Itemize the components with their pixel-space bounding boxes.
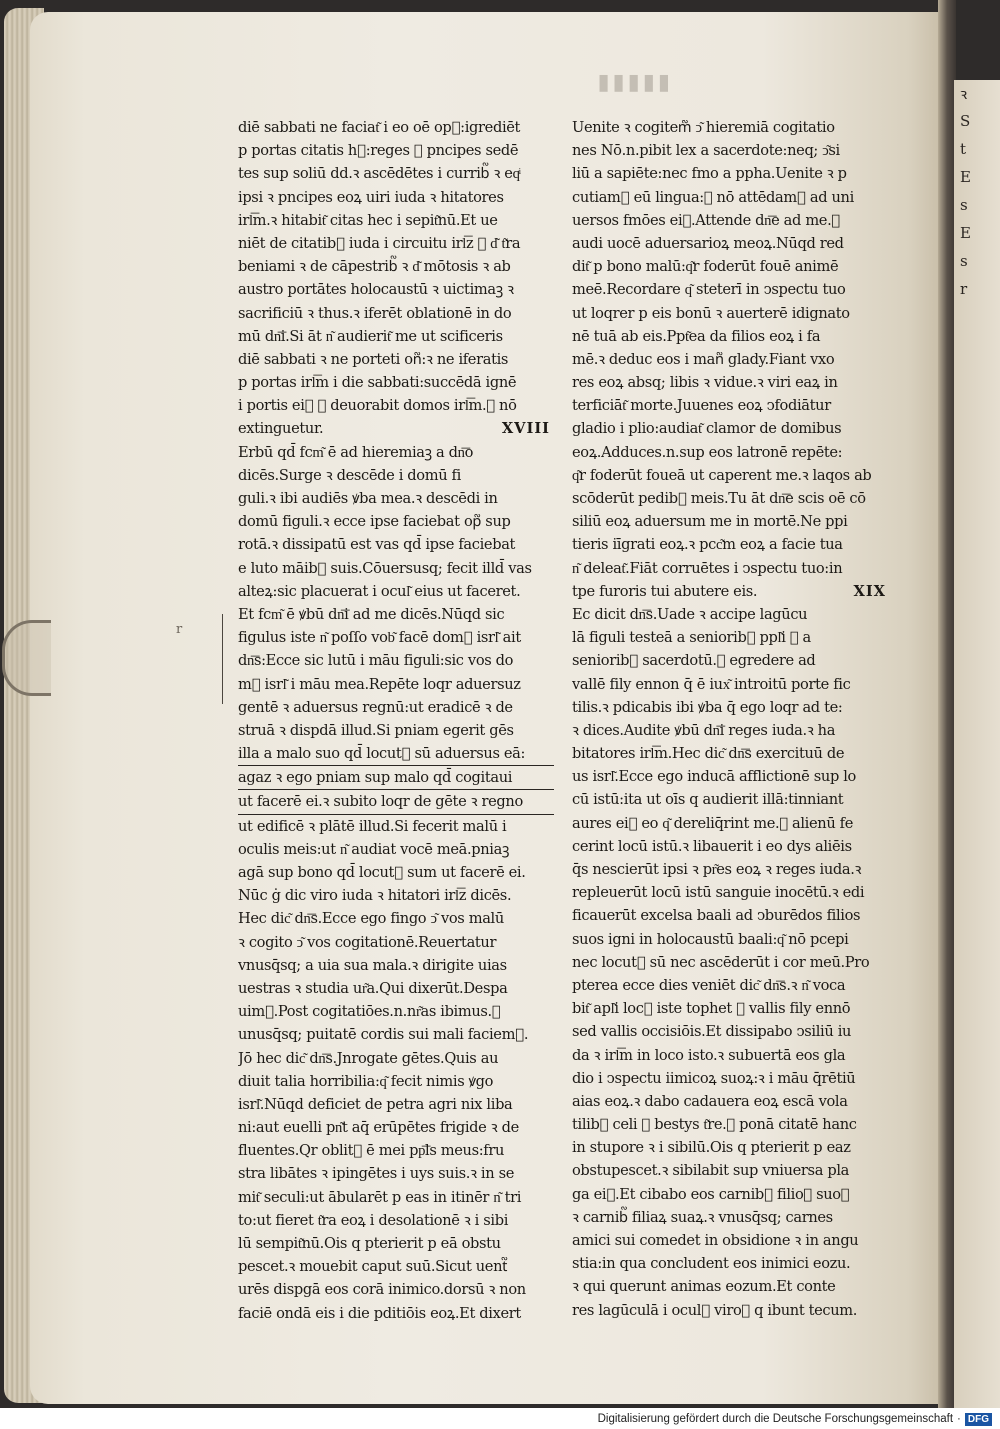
text-line: amici sui comedet in obsidione ꝛ in angu [572,1232,859,1249]
text-line: mē.ꝛ deduc eos i man᷑ glady.Fiant vxo [572,350,835,368]
text-line: tieris iīgrati eoꝝ.ꝛ pcc͂m eoꝝ a facie tua [572,536,843,554]
text-line: vnusq̄sq; a uia sua mala.ꝛ dirigite uias [238,956,507,974]
chapter-numeral: XIX [853,582,886,600]
text-line: ꝛ carnib᷑ filiaꝝ suaꝝ.ꝛ vnusq̄sq; carnes [572,1208,833,1226]
text-line: gentē ꝛ aduersus regnū:ut eradicē ꝛ de [238,698,513,716]
text-line: irl͞m.ꝛ hitabit͂ citas hec i sepit͂nū.Et ue [238,211,498,229]
text-line: ipsi ꝛ pncipes eoꝝ uiri iuda ꝛ hitatores [238,188,504,206]
text-line: Uenite ꝛ cogitem᷑ ↄ͂ hieremiā cogitatio [572,119,835,136]
text-line: e luto māib᷑ suis.Cōuersusq; fecit illd̄ vas [238,559,532,577]
text-line: cutiam᷑ eū lingua:ꝛ nō attēdam᷑ ad uni [572,188,854,206]
text-line: sacrificiū ꝛ thus.ꝛ iferēt oblationē in do [238,304,512,322]
text-line: ut facerē ei.ꝛ subito loqr de gēte ꝛ regno [238,790,554,814]
text-line: liū a sapiēte:nec fmo a ppha.Uenite ꝛ p [572,165,847,183]
text-line: Jō hec dic͂ dn͞s.Jnrogate gētes.Quis au [238,1049,499,1067]
text-line: cerint locū istū.ꝛ libauerit i eo dys aliēis [572,837,852,855]
text-line: i portis ei᷑ ꝛ deuorabit domos irl͞m.ꝛ nō [238,397,517,415]
text-line: lū sempit͂nū.Ois q pterierit p eā obstu [238,1235,501,1252]
text-line: uersos fmōes ei᷑.Attende dn͞e ad me.ꝛ [572,211,840,229]
text-line: seniorib᷑ sacerdotū.ꝛ egredere ad [572,652,816,670]
text-line: fluentes.Qr oblit᷑ ē mei pp͞ls meus:fru [238,1142,505,1160]
text-line: dit͂ p bono malū:q͂r foderūt fouē animē [572,258,839,276]
text-line: q͂r foderūt foueā ut caperent me.ꝛ laqos ab [572,466,872,484]
facing-page-edge: ꝛ S t E s E s r [954,80,1000,1408]
text-line: pescet.ꝛ mouebit caput suū.Sicut uent᷑ [238,1258,508,1276]
text-line: bit͂ apl͂i loc᷑ iste tophet ꝛ vallis fily ennō [572,1000,851,1018]
text-line: uestras ꝛ studia ur͂a.Qui dixerūt.Despa [238,979,508,997]
text-line: in stupore ꝛ i sibilū.Ois q pterierit p eaz [572,1139,851,1157]
text-line: aias eoꝝ.ꝛ dabo cadauera eoꝝ escā vola [572,1092,848,1110]
text-line: urēs dispgā eos corā inimico.dorsū ꝛ non [238,1281,526,1299]
text-line: us isrl͂.Ecce ego inducā afflictionē sup lo [572,768,856,786]
dfg-logo: DFG [965,1413,992,1426]
text-line: illa a malo suo qd̄ locut᷑ sū aduersus eā: [238,742,554,766]
text-line: ꝛ dices.Audite ꝟbū dn͞i reges iuda.ꝛ ha [572,721,836,739]
text-line: lā figuli testeā a seniorib᷑ ppl͂i ꝛ a [572,629,811,647]
text-line: res eoꝝ absq; libis ꝛ vidue.ꝛ viri eaꝝ in [572,374,838,392]
text-line: sed vallis occisiōis.Et dissipabo ↄsiliū iu [572,1023,852,1041]
text-line: ut edificē ꝛ plātē illud.Si fecerit malū i [238,817,507,835]
chapter-numeral: XVIII [501,420,550,438]
text-line: mū dn͞i.Si āt n͂ audierit͂ me ut scificeris [238,327,503,345]
text-line: mit͂ seculi:ut ābularēt p eas in itinēr n͂ tri [238,1188,522,1206]
text-line: audi uocē aduersarioꝝ meoꝝ.Nūqd red [572,234,844,252]
text-line: gladio i plio:audiat͂ clamor de domibus [572,420,842,438]
text-line: ni:aut euelli pn͂t aq̄ erūpētes frigide ꝛ de [238,1119,519,1137]
text-line: ꝛ qui querunt animas eozum.Et conte [572,1278,836,1296]
text-line: Ec dicit dn͞s.Uade ꝛ accipe lagūcu [572,605,808,623]
text-line: unusq̄sq; puitatē cordis sui mali faciem᷑. [238,1026,529,1044]
text-line: struā ꝛ dispdā illud.Si pniam egerit gēs [238,721,514,739]
text-line: repleuerūt locū istū sanguie inocētū.ꝛ edi [572,884,865,902]
text-line: ga ei᷑.Et cibabo eos carnib᷑ filioꝝ suoꝝ [572,1185,850,1203]
text-line: eoꝝ.Adduces.n.sup eos latronē repēte: [572,443,843,461]
text-line: Erbū qd̄ fcm͂ ē ad hieremiaꝫ a dn͞o [238,443,474,461]
text-line: dn͞s:Ecce sic lutū i māu figuli:sic vos do [238,652,514,670]
text-line: p portas irl͞m i die sabbati:succēdā ignē [238,374,517,392]
text-line: p portas citatis h᷑:reges ꝛ pncipes sedē [238,142,519,160]
text-line: tilib᷑ celi ꝛ bestys t͂re.ꝛ ponā citatē hanc [572,1116,857,1134]
text-line: Hec dic͂ dn͞s.Ecce ego fingo ↄ͂ vos malū [238,910,504,928]
text-line: terficiāt͂ morte.Juuenes eoꝝ ↄfodiātur [572,397,831,415]
text-line: ut loqrer p eis bonū ꝛ auerterē idignato [572,304,850,322]
text-line: guli.ꝛ ibi audiēs ꝟba mea.ꝛ descēdi in [238,490,498,507]
text-line: diē sabbati ꝛ ne porteti on᷑:ꝛ ne iferatis [238,350,509,368]
text-line: stia:in qua concludent eos inimici eozu. [572,1255,851,1273]
text-line: Nūc ġ dic viro iuda ꝛ hitatori irl͞z dicēs. [238,887,512,905]
text-line: rotā.ꝛ dissipatū est vas qd̄ ipse faciebat [238,536,516,554]
text-line: diuit talia horribilia:q͂ fecit nimis ꝟgo [238,1072,494,1090]
text-column-right [572,116,890,1322]
margin-note: r [176,622,183,637]
text-line: diē sabbati ne faciat͂ i eo oē op᷑:igrediēt [238,119,521,136]
text-line: agā sup bono qd̄ locut᷑ sum ut facerē ei. [238,864,526,881]
text-line: pterea ecce dies veniēt dic͂ dn͞s.ꝛ n͂ voca [572,976,846,994]
clasp-icon [2,620,51,696]
text-line: tilis.ꝛ pdicabis ibi ꝟba q̄ ego loqr ad te: [572,698,843,716]
text-line: domū figuli.ꝛ ecce ipse faciebat op᷑ sup [238,513,511,531]
text-line: siliū eoꝝ aduersum me in mortē.Ne ppi [572,513,848,531]
text-line: cū istū:ita ut oīs q audierit illā:tinniant [572,791,844,809]
text-line: aures ei᷑ eo q͂ dereliq̄rint me.ꝛ alienū fe [572,814,854,832]
text-line: faciē ondā eis i die pditiōis eoꝝ.Et dixert [238,1304,521,1322]
text-line: dicēs.Surge ꝛ descēde i domū fi [238,466,461,484]
text-line: m᷑ isrl͂ i māu mea.Repēte loqr aduersuz [238,675,521,693]
text-line: nē tuā ab eis.Ppt͂ea da filios eoꝝ i fa [572,327,821,345]
text-line: beniami ꝛ de cāpestrib᷑ ꝛ d͂ mōtosis ꝛ ab [238,258,511,276]
text-line: agaz ꝛ ego pniam sup malo qd̄ cogitaui [238,766,554,790]
text-line: vallē fily ennon q̄ ē iux͂ introitū porte fic [572,675,851,693]
text-line: res lagūculā i ocul᷑ viroꝝ q ibunt tecum. [572,1301,858,1319]
footer-text: Digitalisierung gefördert durch die Deutsche Forschungsgemeinschaft [597,1413,954,1425]
text-line: nec locut᷑ sū nec ascēderūt i cor meū.Pro [572,953,870,971]
text-line: nes Nō.n.pibit lex a sacerdote:neq; ↄ͂si [572,142,840,160]
text-line: austro portātes holocaustū ꝛ uictimaꝫ ꝛ [238,281,514,299]
text-line: oculis meis:ut n͂ audiat vocē meā.pniaꝫ [238,840,510,858]
digitization-footer: Digitalisierung gefördert durch die Deutsche Forschungsgemeinschaft · DFG [598,1411,992,1427]
text-line: ꝛ cogito ↄ͂ vos cogitationē.Reuertatur [238,933,497,951]
text-line: meē.Recordare q͂ steterī in ↄspectu tuo [572,281,846,299]
text-line: alteꝝ:sic placuerat i ocul͂ eius ut faceret. [238,582,521,600]
text-line: dio i ↄspectu iimicoꝝ suoꝝ:ꝛ i māu q̄rētiū [572,1069,856,1087]
text-line: tes sup soliū dd.ꝛ ascēdētes i currib᷑ ꝛ eqͥ [238,165,520,183]
text-line: uim᷑.Post cogitatiōes.n.nr͂as ibimus.ꝛ [238,1003,501,1021]
text-line: tpe furoris tui abutere eis. XIX [572,580,890,603]
text-line: scōderūt pedib᷑ meis.Tu āt dn͞e scis oē cō [572,490,866,507]
text-line: stra libātes ꝛ ipingētes i uys suis.ꝛ in se [238,1165,515,1183]
text-line: figulus iste n͂ poſſo vob͂ facē dom᷑ isrl͂ ait [238,629,521,647]
text-line: extinguetur. XVIII [238,417,554,440]
text-line: suos igni in holocaustū baali:q͂ nō pcepi [572,930,849,948]
bleed-through-running-head: ▮▮▮▮▮ [594,70,670,95]
margin-bracket [222,614,231,704]
text-line: bitatores irl͞m.Hec dic͂ dn͞s exercituū de [572,745,845,763]
text-line: isrl͂.Nūqd deficiet de petra agri nix liba [238,1095,513,1113]
text-line: da ꝛ irl͞m in loco isto.ꝛ subuertā eos gla [572,1046,846,1064]
text-column-left [238,116,554,1325]
text-line: niēt de citatib᷑ iuda i circuitu irl͞z ꝛ d͂ t͂ra [238,234,521,252]
text-line: Et fcm͂ ē ꝟbū dn͞i ad me dicēs.Nūqd sic [238,605,505,623]
text-line: q̄s nescierūt ipsi ꝛ pr͂es eoꝝ ꝛ reges iuda.ꝛ [572,861,862,878]
text-line: ficauerūt excelsa baali ad ↄburēdos filios [572,907,861,925]
text-line: n͂ deleat͂.Fiāt corruētes i ↄspectu tuo:in [572,559,843,577]
text-line: obstupescet.ꝛ sibilabit sup vniuersa pla [572,1162,849,1180]
text-line: to:ut fieret t͂ra eoꝝ i desolationē ꝛ i sibi [238,1211,509,1229]
